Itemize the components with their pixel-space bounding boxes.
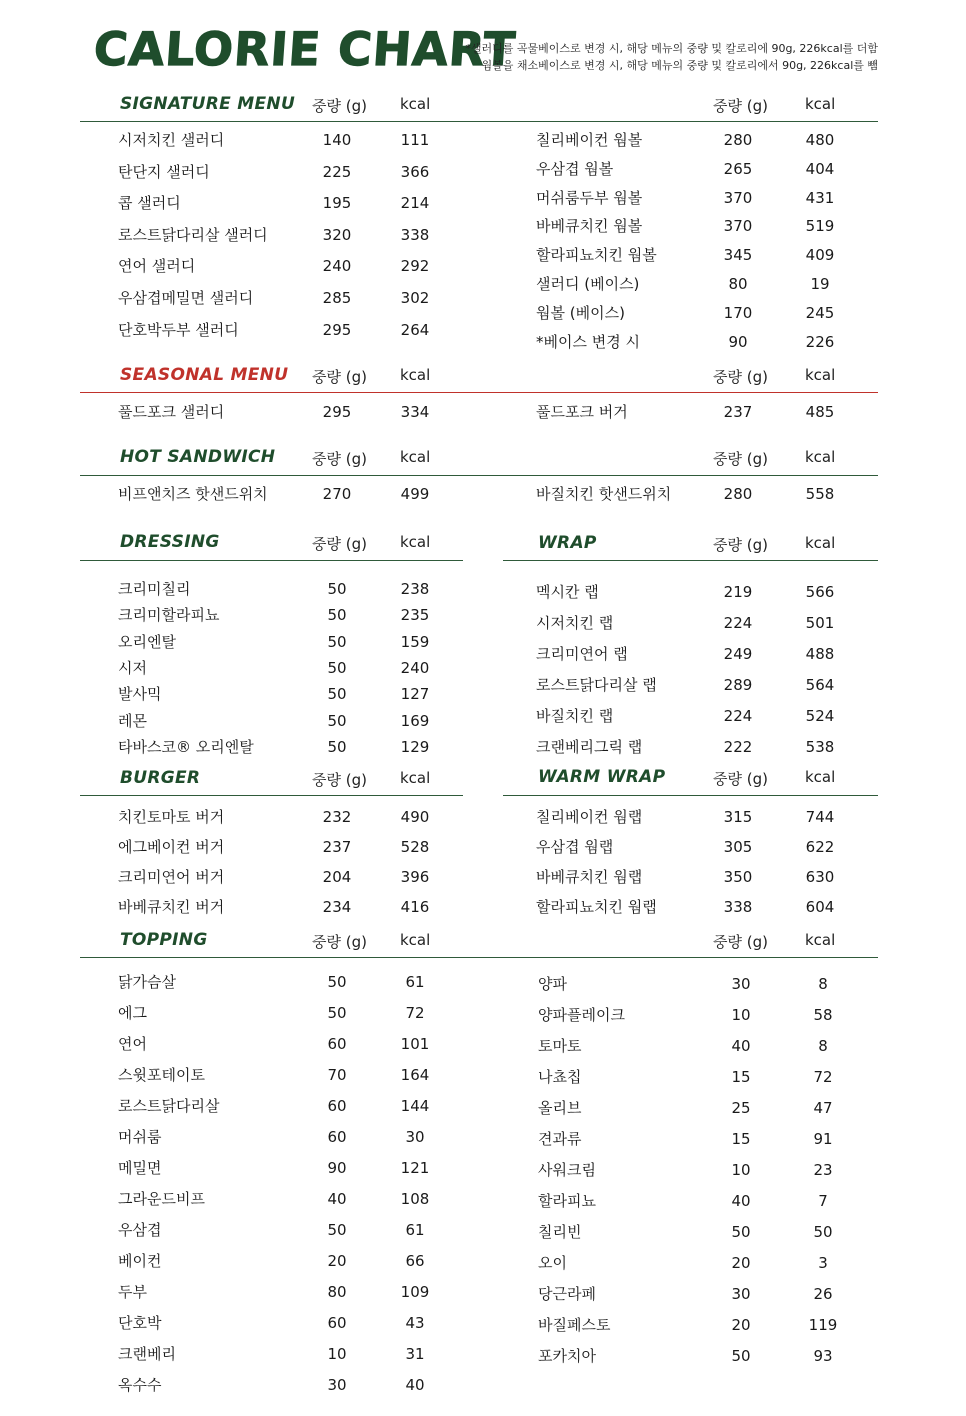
item-kcal: 264 [400, 320, 430, 339]
item-weight: 50 [731, 1223, 751, 1241]
item-weight: 10 [731, 1161, 751, 1179]
item-weight: 249 [723, 645, 753, 663]
notes [465, 40, 878, 74]
item-weight: 280 [723, 485, 753, 503]
left-weight-header: 중량 (g) [312, 450, 367, 468]
item-kcal: 7 [818, 1192, 828, 1210]
item-kcal: 538 [805, 738, 835, 756]
item-weight: 50 [327, 632, 347, 651]
item-name: 크랜베리 [118, 1345, 176, 1363]
item-kcal: 604 [805, 898, 835, 916]
item-name: 풀드포크 버거 [536, 403, 628, 421]
item-name: 바질치킨 핫샌드위치 [536, 485, 672, 503]
left-kcal-header: kcal [400, 931, 431, 949]
item-kcal: 101 [400, 1035, 430, 1053]
item-weight: 295 [322, 320, 352, 339]
right-weight-header: 중량 (g) [713, 368, 768, 386]
signature-label: SIGNATURE MENU [120, 94, 296, 114]
item-kcal: 109 [400, 1283, 430, 1301]
table-row [0, 1067, 966, 1087]
item-name: 나쵸칩 [538, 1068, 582, 1086]
right-weight-header: 중량 (g) [713, 97, 768, 115]
item-kcal: 226 [805, 332, 835, 351]
section-divider [80, 957, 878, 958]
item-weight: 90 [327, 1159, 347, 1177]
item-kcal: 416 [400, 898, 430, 916]
item-kcal: 480 [805, 131, 835, 149]
item-name: 시저치킨 랩 [536, 614, 614, 632]
table-row [0, 484, 966, 504]
item-weight: 280 [723, 131, 753, 149]
item-kcal: 8 [818, 1037, 828, 1055]
item-kcal: 108 [400, 1190, 430, 1208]
section-divider [80, 475, 878, 476]
right-kcal-header: kcal [805, 768, 836, 786]
item-weight: 240 [322, 257, 352, 276]
item-name: 크랜베리그릭 랩 [536, 738, 643, 756]
item-name: 견과류 [538, 1130, 582, 1148]
item-kcal: 19 [810, 275, 830, 293]
item-name: 올리브 [538, 1099, 582, 1117]
item-name: 치킨토마토 버거 [118, 808, 225, 826]
item-kcal: 630 [805, 868, 835, 886]
item-kcal: 111 [400, 131, 430, 149]
item-weight: 60 [327, 1035, 347, 1053]
item-weight: 285 [322, 289, 352, 307]
left-weight-header: 중량 (g) [312, 368, 367, 386]
item-weight: 50 [327, 1004, 347, 1022]
item-weight: 140 [322, 131, 352, 149]
note-veg-base: 웜볼을 채소베이스로 변경 시, 해당 메뉴의 중량 및 칼로리에서 90g, 226kcal를 뺌 [481, 59, 878, 72]
item-weight: 270 [322, 485, 352, 503]
item-kcal: 485 [805, 403, 835, 421]
item-kcal: 524 [805, 707, 835, 725]
item-name: 시저치킨 샐러디 [118, 131, 225, 149]
item-kcal: 93 [813, 1347, 833, 1365]
item-weight: 80 [327, 1283, 347, 1301]
item-kcal: 40 [405, 1376, 425, 1394]
item-kcal: 30 [405, 1128, 425, 1146]
item-weight: 370 [723, 217, 753, 236]
section-divider [80, 121, 878, 122]
item-kcal: 61 [405, 973, 425, 991]
item-name: 샐러디 (베이스) [536, 275, 640, 293]
item-name: 머쉬룸두부 웜볼 [536, 188, 643, 207]
right-kcal-header: kcal [805, 366, 836, 384]
item-name: 할라피뇨치킨 웜랩 [536, 898, 657, 916]
item-name: 연어 샐러디 [118, 257, 196, 276]
item-name: 연어 [118, 1035, 147, 1053]
section-divider [80, 795, 463, 796]
item-name: 시저 [118, 658, 147, 677]
item-name: 바베큐치킨 웜볼 [536, 217, 643, 236]
table-row [0, 1284, 966, 1304]
item-kcal: 121 [400, 1159, 430, 1177]
item-name: 풀드포크 샐러디 [118, 403, 225, 421]
item-weight: 30 [731, 975, 751, 993]
table-row [0, 332, 966, 352]
item-kcal: 144 [400, 1097, 430, 1115]
item-weight: 50 [731, 1347, 751, 1365]
item-name: 콥 샐러디 [118, 194, 181, 213]
item-kcal: 47 [813, 1099, 833, 1117]
item-kcal: 129 [400, 737, 430, 756]
item-kcal: 238 [400, 580, 430, 598]
item-name: 단호박 [118, 1314, 162, 1332]
item-weight: 10 [327, 1345, 347, 1363]
item-name: 로스트닭다리살 [118, 1097, 220, 1115]
item-kcal: 127 [400, 685, 430, 704]
item-name: 스윗포테이토 [118, 1066, 205, 1084]
item-weight: 50 [327, 711, 347, 730]
burger-label: BURGER [120, 768, 201, 788]
item-weight: 350 [723, 868, 753, 886]
item-kcal: 488 [805, 645, 835, 663]
item-name: 베이컨 [118, 1252, 162, 1270]
table-row [0, 837, 966, 857]
item-kcal: 26 [813, 1285, 833, 1303]
item-name: 바질치킨 랩 [536, 707, 614, 725]
item-weight: 237 [723, 403, 753, 421]
item-weight: 234 [322, 898, 352, 916]
item-name: 바베큐치킨 웜랩 [536, 868, 643, 886]
item-kcal: 159 [400, 632, 430, 651]
table-row [0, 613, 966, 633]
item-name: 그라운드비프 [118, 1190, 205, 1208]
item-kcal: 3 [818, 1254, 828, 1272]
item-weight: 50 [327, 973, 347, 991]
item-weight: 15 [731, 1068, 751, 1086]
item-kcal: 245 [805, 303, 835, 322]
table-row [0, 402, 966, 422]
item-weight: 265 [723, 159, 753, 178]
item-kcal: 501 [805, 614, 835, 632]
item-weight: 232 [322, 808, 352, 826]
right-weight-header: 중량 (g) [713, 450, 768, 468]
table-row [0, 1191, 966, 1211]
item-name: 우삼겹 웜랩 [536, 838, 614, 856]
item-name: 크리미연어 랩 [536, 645, 628, 663]
right-kcal-header: kcal [805, 448, 836, 466]
item-name: 메밀면 [118, 1159, 162, 1177]
table-row [0, 737, 966, 757]
item-kcal: 23 [813, 1161, 833, 1179]
item-name: 타바스코® 오리엔탈 [118, 737, 254, 756]
item-weight: 80 [728, 275, 748, 293]
item-weight: 50 [327, 737, 347, 756]
table-row [0, 1160, 966, 1180]
item-name: 바베큐치킨 버거 [118, 898, 225, 916]
item-kcal: 490 [400, 808, 430, 826]
item-weight: 204 [322, 868, 352, 886]
item-kcal: 164 [400, 1066, 430, 1084]
item-kcal: 334 [400, 403, 430, 421]
item-kcal: 58 [813, 1006, 833, 1024]
table-row [0, 130, 966, 150]
item-name: 비프앤치즈 핫샌드위치 [118, 485, 268, 503]
item-kcal: 744 [805, 808, 835, 826]
table-row [0, 706, 966, 726]
item-weight: 224 [723, 707, 753, 725]
item-weight: 60 [327, 1097, 347, 1115]
left-kcal-header: kcal [400, 95, 431, 113]
item-name: 할라피뇨 [538, 1192, 596, 1210]
item-kcal: 61 [405, 1221, 425, 1239]
item-weight: 345 [723, 246, 753, 265]
item-kcal: 72 [405, 1004, 425, 1022]
section-divider [80, 560, 463, 561]
item-weight: 50 [327, 580, 347, 598]
table-row [0, 245, 966, 265]
item-weight: 70 [327, 1066, 347, 1084]
item-kcal: 66 [405, 1252, 425, 1270]
left-weight-header: 중량 (g) [312, 933, 367, 951]
item-name: 칠리빈 [538, 1223, 582, 1241]
item-name: 우삼겹 웜볼 [536, 159, 614, 178]
item-kcal: 119 [808, 1316, 838, 1334]
item-kcal: 622 [805, 838, 835, 856]
page-title: CALORIE CHART [92, 22, 518, 76]
item-weight: 30 [327, 1376, 347, 1394]
table-row [0, 1036, 966, 1056]
table-row [0, 867, 966, 887]
table-row [0, 1129, 966, 1149]
item-name: 크리미연어 버거 [118, 868, 225, 886]
item-weight: 222 [723, 738, 753, 756]
item-weight: 320 [322, 225, 352, 244]
item-name: 머쉬룸 [118, 1128, 162, 1146]
item-name: 우삼겹메밀면 샐러디 [118, 289, 254, 307]
item-weight: 25 [731, 1099, 751, 1117]
item-kcal: 558 [805, 485, 835, 503]
item-name: 칠리베이컨 웜랩 [536, 808, 643, 826]
item-name: 오리엔탈 [118, 632, 176, 651]
item-name: 오이 [538, 1254, 567, 1272]
table-row [0, 159, 966, 179]
item-weight: 60 [327, 1314, 347, 1332]
item-weight: 90 [728, 332, 748, 351]
item-name: 멕시칸 랩 [536, 583, 599, 601]
table-row [0, 644, 966, 664]
right-kcal-header: kcal [805, 931, 836, 949]
item-kcal: 43 [405, 1314, 425, 1332]
table-row [0, 807, 966, 827]
right-weight-header: 중량 (g) [713, 933, 768, 951]
item-kcal: 302 [400, 289, 430, 307]
item-kcal: 50 [813, 1223, 833, 1241]
item-kcal: 564 [805, 676, 835, 694]
item-name: 당근라페 [538, 1285, 596, 1303]
item-kcal: 91 [813, 1130, 833, 1148]
left-kcal-header: kcal [400, 533, 431, 551]
left-kcal-header: kcal [400, 769, 431, 787]
item-kcal: 528 [400, 838, 430, 856]
table-row [0, 1253, 966, 1273]
item-weight: 40 [731, 1192, 751, 1210]
item-weight: 219 [723, 583, 753, 601]
item-kcal: 214 [400, 194, 430, 213]
item-name: 레몬 [118, 711, 147, 730]
item-weight: 305 [723, 838, 753, 856]
table-row [0, 1375, 966, 1395]
item-name: 탄단지 샐러디 [118, 162, 210, 181]
table-row [0, 1315, 966, 1335]
item-name: 토마토 [538, 1037, 582, 1055]
table-row [0, 188, 966, 208]
item-kcal: 396 [400, 868, 430, 886]
hotsandwich-label: HOT SANDWICH [120, 447, 276, 467]
item-name: 에그베이컨 버거 [118, 838, 225, 856]
warmwrap-label: WARM WRAP [538, 767, 666, 787]
right-kcal-header: kcal [805, 534, 836, 552]
item-weight: 50 [327, 1221, 347, 1239]
item-kcal: 409 [805, 246, 835, 265]
topping-label: TOPPING [120, 930, 208, 950]
item-kcal: 499 [400, 485, 430, 503]
left-weight-header: 중량 (g) [312, 771, 367, 789]
item-weight: 20 [731, 1316, 751, 1334]
item-kcal: 292 [400, 257, 430, 276]
item-kcal: 431 [805, 188, 835, 207]
item-name: 할라피뇨치킨 웜볼 [536, 246, 657, 265]
dressing-label: DRESSING [120, 532, 220, 552]
item-name: 포카치아 [538, 1347, 596, 1365]
item-weight: 30 [731, 1285, 751, 1303]
table-row [0, 1005, 966, 1025]
table-row [0, 216, 966, 236]
left-kcal-header: kcal [400, 366, 431, 384]
item-weight: 224 [723, 614, 753, 632]
table-row [0, 1098, 966, 1118]
item-kcal: 31 [405, 1345, 425, 1363]
item-weight: 60 [327, 1128, 347, 1146]
item-kcal: 169 [400, 711, 430, 730]
item-name: 로스트닭다리살 샐러디 [118, 225, 268, 244]
item-kcal: 338 [400, 225, 430, 244]
item-weight: 289 [723, 676, 753, 694]
item-name: 단호박두부 샐러디 [118, 320, 239, 339]
item-weight: 295 [322, 403, 352, 421]
right-kcal-header: kcal [805, 95, 836, 113]
table-row [0, 303, 966, 323]
item-weight: 195 [322, 194, 352, 213]
note-grain-base: *샐러디를 곡물베이스로 변경 시, 해당 메뉴의 중량 및 칼로리에 90g, 226kcal를 더함 [465, 42, 878, 55]
item-weight: 15 [731, 1130, 751, 1148]
item-weight: 40 [731, 1037, 751, 1055]
item-name: 웜볼 (베이스) [536, 303, 625, 322]
section-divider [503, 795, 878, 796]
item-name: 양파플레이크 [538, 1006, 625, 1024]
right-weight-header: 중량 (g) [713, 536, 768, 554]
item-name: 크리미칠리 [118, 580, 191, 598]
table-row [0, 897, 966, 917]
item-weight: 315 [723, 808, 753, 826]
left-weight-header: 중량 (g) [312, 97, 367, 115]
item-weight: 225 [322, 162, 352, 181]
item-weight: 50 [327, 685, 347, 704]
item-weight: 20 [731, 1254, 751, 1272]
item-name: 칠리베이컨 웜볼 [536, 131, 643, 149]
item-kcal: 519 [805, 217, 835, 236]
left-kcal-header: kcal [400, 448, 431, 466]
item-name: 양파 [538, 975, 567, 993]
item-weight: 50 [327, 658, 347, 677]
item-name: *베이스 변경 시 [536, 332, 640, 351]
table-row [0, 582, 966, 602]
item-name: 우삼겹 [118, 1221, 162, 1239]
wrap-label: WRAP [538, 533, 597, 553]
item-kcal: 8 [818, 975, 828, 993]
table-row [0, 974, 966, 994]
item-kcal: 240 [400, 658, 430, 677]
item-name: 에그 [118, 1004, 147, 1022]
item-weight: 50 [327, 606, 347, 625]
item-name: 닭가슴살 [118, 973, 176, 991]
item-kcal: 566 [805, 583, 835, 601]
item-weight: 237 [322, 838, 352, 856]
table-row [0, 274, 966, 294]
item-name: 크리미할라피뇨 [118, 606, 220, 625]
item-weight: 20 [327, 1252, 347, 1270]
item-weight: 370 [723, 188, 753, 207]
section-divider [80, 392, 878, 393]
item-kcal: 366 [400, 162, 430, 181]
item-kcal: 404 [805, 159, 835, 178]
item-name: 사워크림 [538, 1161, 596, 1179]
item-name: 옥수수 [118, 1376, 162, 1394]
seasonal-label: SEASONAL MENU [120, 365, 289, 385]
right-weight-header: 중량 (g) [713, 770, 768, 788]
item-weight: 10 [731, 1006, 751, 1024]
section-divider [503, 560, 878, 561]
item-name: 두부 [118, 1283, 147, 1301]
item-weight: 170 [723, 303, 753, 322]
item-kcal: 235 [400, 606, 430, 625]
item-weight: 40 [327, 1190, 347, 1208]
table-row [0, 675, 966, 695]
item-kcal: 72 [813, 1068, 833, 1086]
item-name: 바질페스토 [538, 1316, 611, 1334]
table-row [0, 1346, 966, 1366]
item-name: 로스트닭다리살 랩 [536, 676, 657, 694]
item-weight: 338 [723, 898, 753, 916]
table-row [0, 1222, 966, 1242]
left-weight-header: 중량 (g) [312, 535, 367, 553]
item-name: 발사믹 [118, 685, 162, 704]
